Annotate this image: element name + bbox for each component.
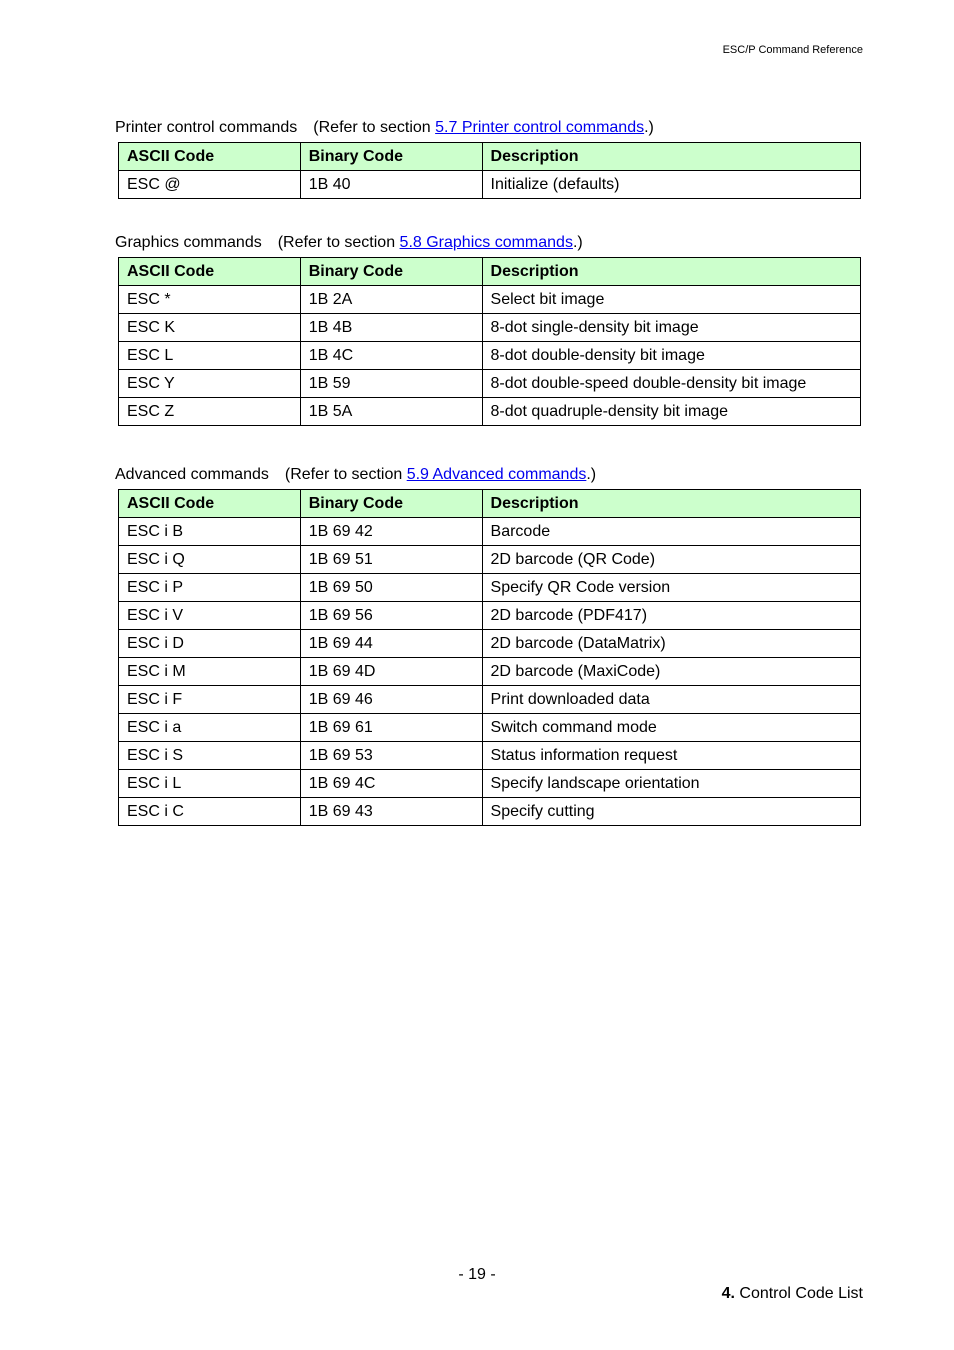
table-row xyxy=(119,714,861,742)
binary-code-cell: 1B 69 50 xyxy=(300,574,482,602)
binary-code-cell: 1B 69 4D xyxy=(300,658,482,686)
ascii-code-cell: ESC Z xyxy=(119,398,301,426)
description-cell: Switch command mode xyxy=(482,714,860,742)
column-header: Binary Code xyxy=(300,490,482,518)
ascii-code-cell: ESC i Q xyxy=(119,546,301,574)
binary-code-cell: 1B 69 43 xyxy=(300,798,482,826)
column-header: ASCII Code xyxy=(119,258,301,286)
binary-code-cell: 1B 2A xyxy=(300,286,482,314)
chapter-number: 4. xyxy=(721,1285,735,1302)
binary-code-cell: 1B 59 xyxy=(300,370,482,398)
section-title: Printer control commands xyxy=(115,119,298,136)
table-row xyxy=(119,171,861,199)
ascii-code-cell: ESC i M xyxy=(119,658,301,686)
ascii-code-cell: ESC K xyxy=(119,314,301,342)
binary-code-cell: 1B 69 46 xyxy=(300,686,482,714)
chapter-footer xyxy=(722,1285,863,1303)
table-row xyxy=(119,370,861,398)
binary-code-cell: 1B 5A xyxy=(300,398,482,426)
table-row xyxy=(119,342,861,370)
ascii-code-cell: ESC i a xyxy=(119,714,301,742)
section-ref-prefix: (Refer to section xyxy=(284,466,407,483)
column-header: Description xyxy=(482,490,860,518)
table-row xyxy=(119,658,861,686)
ascii-code-cell: ESC i P xyxy=(119,574,301,602)
binary-code-cell: 1B 69 44 xyxy=(300,630,482,658)
binary-code-cell: 1B 69 51 xyxy=(300,546,482,574)
description-cell: 8-dot quadruple-density bit image xyxy=(482,398,860,426)
binary-code-cell: 1B 69 56 xyxy=(300,602,482,630)
page-number: - 19 - xyxy=(458,1266,496,1283)
ascii-code-cell: ESC i D xyxy=(119,630,301,658)
table-header-row xyxy=(119,258,861,286)
table-row xyxy=(119,602,861,630)
ascii-code-cell: ESC i C xyxy=(119,798,301,826)
table-row xyxy=(119,686,861,714)
description-cell: 2D barcode (MaxiCode) xyxy=(482,658,860,686)
section-heading-advanced xyxy=(115,465,596,485)
section-title: Graphics commands xyxy=(115,234,262,251)
ascii-code-cell: ESC * xyxy=(119,286,301,314)
description-cell: 8-dot single-density bit image xyxy=(482,314,860,342)
binary-code-cell: 1B 69 61 xyxy=(300,714,482,742)
ascii-code-cell: ESC i V xyxy=(119,602,301,630)
column-header: ASCII Code xyxy=(119,490,301,518)
column-header: Binary Code xyxy=(300,258,482,286)
printer-control-table xyxy=(118,142,861,199)
table-row xyxy=(119,630,861,658)
binary-code-cell: 1B 69 4C xyxy=(300,770,482,798)
running-header: ESC/P Command Reference xyxy=(722,44,863,56)
table-header-row xyxy=(119,143,861,171)
column-header: Description xyxy=(482,143,860,171)
section-ref-suffix: .) xyxy=(572,234,583,251)
section-ref-suffix: .) xyxy=(644,119,654,136)
binary-code-cell: 1B 69 53 xyxy=(300,742,482,770)
description-cell: Select bit image xyxy=(482,286,860,314)
table-row xyxy=(119,742,861,770)
table-row xyxy=(119,286,861,314)
ascii-code-cell: ESC i B xyxy=(119,518,301,546)
description-cell: Initialize (defaults) xyxy=(482,171,860,199)
section-ref-link[interactable]: 5.7 Printer control commands xyxy=(435,119,645,136)
column-header: ASCII Code xyxy=(119,143,301,171)
description-cell: Specify landscape orientation xyxy=(482,770,860,798)
section-ref-link[interactable]: 5.8 Graphics commands xyxy=(399,234,573,251)
binary-code-cell: 1B 40 xyxy=(300,171,482,199)
ascii-code-cell: ESC @ xyxy=(119,171,301,199)
table-header-row xyxy=(119,490,861,518)
advanced-table xyxy=(118,489,861,826)
column-header: Description xyxy=(482,258,860,286)
binary-code-cell: 1B 69 42 xyxy=(300,518,482,546)
description-cell: 8-dot double-density bit image xyxy=(482,342,860,370)
table-row xyxy=(119,398,861,426)
table-row xyxy=(119,518,861,546)
binary-code-cell: 1B 4C xyxy=(300,342,482,370)
ascii-code-cell: ESC i F xyxy=(119,686,301,714)
chapter-title: Control Code List xyxy=(734,1285,863,1302)
description-cell: Specify QR Code version xyxy=(482,574,860,602)
description-cell: Barcode xyxy=(482,518,860,546)
table-row xyxy=(119,798,861,826)
section-heading-graphics xyxy=(115,233,583,253)
column-header: Binary Code xyxy=(300,143,482,171)
table-row xyxy=(119,546,861,574)
section-title: Advanced commands xyxy=(115,466,269,483)
description-cell: 2D barcode (QR Code) xyxy=(482,546,860,574)
ascii-code-cell: ESC L xyxy=(119,342,301,370)
graphics-table xyxy=(118,257,861,426)
description-cell: 2D barcode (PDF417) xyxy=(482,602,860,630)
ascii-code-cell: ESC Y xyxy=(119,370,301,398)
table-row xyxy=(119,770,861,798)
description-cell: Print downloaded data xyxy=(482,686,860,714)
ascii-code-cell: ESC i S xyxy=(119,742,301,770)
section-ref-prefix: (Refer to section xyxy=(313,119,436,136)
description-cell: 2D barcode (DataMatrix) xyxy=(482,630,860,658)
section-ref-suffix: .) xyxy=(586,466,597,483)
table-row xyxy=(119,314,861,342)
description-cell: Specify cutting xyxy=(482,798,860,826)
description-cell: Status information request xyxy=(482,742,860,770)
binary-code-cell: 1B 4B xyxy=(300,314,482,342)
section-ref-prefix: (Refer to section xyxy=(277,234,400,251)
table-row xyxy=(119,574,861,602)
ascii-code-cell: ESC i L xyxy=(119,770,301,798)
description-cell: 8-dot double-speed double-density bit image xyxy=(482,370,860,398)
section-ref-link[interactable]: 5.9 Advanced commands xyxy=(406,466,587,483)
section-heading-printer-control xyxy=(115,118,654,138)
